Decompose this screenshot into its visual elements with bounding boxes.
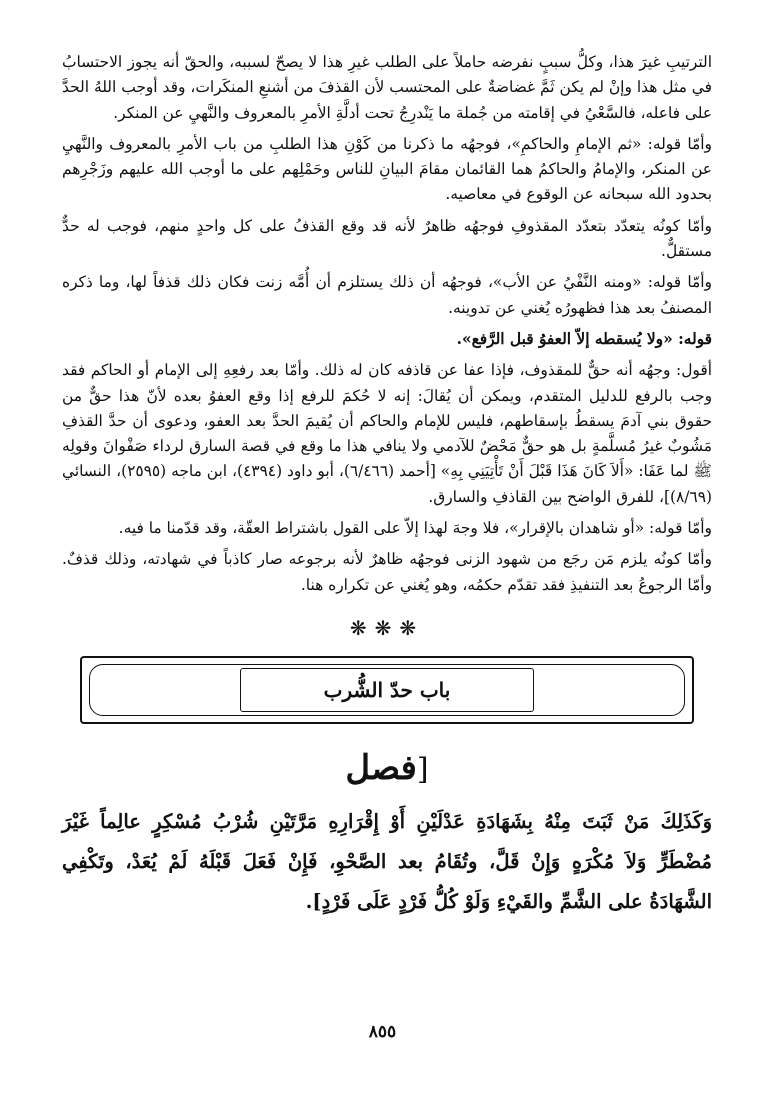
page-number: ٨٥٥	[368, 1022, 397, 1042]
paragraph-6: أقول: وجهُه أنه حقٌّ للمقذوف، فإذا عفا عن قاذفه كان له ذلك. وأمّا بعد رفعِهِ إلى الإمام أو الحاكم فقد وجب بالرفع للدليل المتقدم، ويمكن أن يُقالَ: إنه لا حُكمَ للرفع إذا وقع العفوُ بعده لأنّ هذا حقٌّ من حقوق بني آدمَ يسقطُ بإسقاطهم، فليس للإمام والحاكم أن يُقيمَ الحدَّ بعد العفو، ودعوى أن حدَّ القذفِ مَشُوبٌ غيرُ مُسلَّمةٍ بل هو حقٌّ مَحْضٌ للآدمي ولا ينافي هذا ما وقع في قصة السارق لرداء صَفْوانَ وقولِه ﷺ لما عَفَا: «أَلاَ كَانَ هَذَا قَبْلَ أَنْ تَأْتِيَنِي بِهِ» [أحمد (٦/٤٦٦)، أبو داود (٤٣٩٤)، ابن ماجه (٢٥٩٥)، النسائي (٨/٦٩)]، للفرق الواضح بين القاذفِ والسارق.	[62, 361, 712, 506]
paragraph-8: وأمّا كونُه يلزم مَن رجَع من شهود الزنى فوجهُه ظاهرٌ لأنه برجوعه صار كاذباً في شهادته، وذلك قذفٌ. وأمّا الرجوعُ بعد التنفيذِ فقد تقدّم حكمُه، وهو يُغني عن تكراره هنا.	[62, 550, 712, 594]
matn-text: وَكَذَلِكَ مَنْ ثَبَتَ مِنْهُ بِشَهَادَةِ عَدْلَيْنِ أَوْ إِقْرَارِهِ مَرَّتَيْنِ شُرْبُ مُسْكِرٍ عالِماً غَيْرَ مُضْطَرٍّ وَلاَ مُكْرَهٍ وَإِنْ قَلَّ، وتُقَامُ بعد الصَّحْوِ، فَإِنْ فَعَلَ قَبْلَهُ لَمْ يُعَدْ، وتَكْفِي الشَّهَادَةُ على الشَّمِّ والقَيْءِ وَلَوْ كُلُّ فَرْدٍ عَلَى فَرْدٍ].	[62, 809, 712, 913]
paragraph-4: وأمّا قوله: «ومنه النَّفْيُ عن الأب»، فوجهُه أن ذلك يستلزم أن أُمَّه زنت فكان ذلك قذفاً لها، وما ذكره المصنفُ بعد هذا فظهورُه يُغني عن تدوينه.	[62, 273, 712, 317]
section-heading	[62, 748, 712, 788]
section-title: فصل	[345, 747, 417, 788]
paragraph-5: قوله: «ولا يُسقطه إلاّ العفوُ قبل الرَّفع».	[456, 329, 712, 348]
open-bracket-glyph: [	[416, 751, 429, 787]
paragraph-1: الترتيبِ غيرَ هذا، وكلُّ سببٍ نفرضه حاملاً على الطلب غيرِ هذا لا يصحّ لسببه، والحقّ أنه يجوز الاحتسابُ في مثل هذا وإنْ لم يكن ثَمَّ غضاضةٌ على المحتسب لأن القذفَ من أشنعِ المنكَرات، وقد أوجب اللهُ الحدَّ على فاعله، فالسَّعْيُ في إقامته من جُملة ما يَنْدرِجُ تحت أدلَّةِ الأمرِ بالمعروف والنَّهيِ عن المنكر.	[62, 53, 712, 122]
paragraph-2: وأمّا قوله: «ثم الإمامِ والحاكمِ»، فوجهُه ما ذكرنا من كَوْنِ هذا الطلبِ من باب الأمرِ بالمعروف والنَّهيِ عن المنكر، والإمامُ والحاكمُ هما القائمان مقامَ البيانِ للناس وحَمْلِهم على ما أوجب الله عليهم وزَجْرِهم بحدود الله سبحانه عن الوقوع في معاصيه.	[62, 134, 712, 204]
section-divider-ornament: ❋❋❋	[349, 615, 425, 640]
page-body	[62, 50, 712, 922]
chapter-title: باب حدّ الشُّرب	[240, 668, 534, 712]
chapter-heading-frame	[80, 656, 694, 724]
paragraph-3: وأمّا كونُه يتعدّد بتعدّد المقذوفِ فوجهُه ظاهرٌ لأنه قد وقع القذفُ على كل واحدٍ منهم، فوجب له حدٌّ مستقلٌّ.	[62, 216, 712, 261]
paragraph-7: وأمّا قوله: «أو شاهدان بالإقرار»، فلا وجهَ لهذا إلاّ على القول باشتراط العقّة، وقد قدّمنا ما فيه.	[118, 519, 712, 538]
section-title-wrap	[345, 748, 428, 788]
